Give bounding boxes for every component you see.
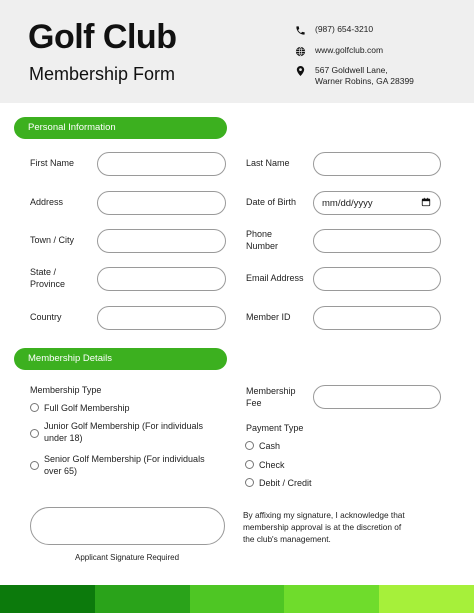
website-link[interactable]: www.golfclub.com bbox=[315, 45, 384, 55]
payment-check-label: Check bbox=[259, 460, 285, 470]
address-line-2: Warner Robins, GA 28399 bbox=[315, 76, 414, 86]
state-label-line-1: State / bbox=[30, 267, 57, 277]
state-label-line-2: Province bbox=[30, 279, 66, 289]
signature-caption: Applicant Signature Required bbox=[75, 553, 180, 562]
signature-notice bbox=[243, 509, 405, 545]
phone-icon bbox=[294, 24, 306, 36]
dob-placeholder: mm/dd/yyyy bbox=[322, 197, 373, 209]
form-title: Golf Club bbox=[28, 18, 177, 56]
senior-line-2: over 65) bbox=[44, 466, 78, 476]
payment-cash-label: Cash bbox=[259, 441, 281, 451]
phone-number-label bbox=[246, 228, 278, 252]
state-province-field[interactable] bbox=[97, 267, 226, 291]
notice-line-1: By affixing my signature, I acknowledge that bbox=[243, 510, 405, 520]
address-line-1: 567 Goldwell Lane, bbox=[315, 65, 388, 75]
header bbox=[0, 0, 474, 103]
fee-label-line-2: Fee bbox=[246, 398, 262, 408]
state-province-label bbox=[30, 266, 65, 290]
signature-field[interactable] bbox=[30, 507, 225, 545]
first-name-field[interactable] bbox=[97, 152, 226, 176]
payment-debit-credit-label: Debit / Credit bbox=[259, 478, 312, 488]
phone-text: (987) 654-3210 bbox=[315, 24, 374, 34]
option-full-golf-label: Full Golf Membership bbox=[44, 403, 130, 413]
notice-line-2: membership approval is at the discretion of bbox=[243, 522, 402, 532]
membership-fee-label bbox=[246, 385, 296, 409]
footer-color-bar bbox=[0, 585, 474, 613]
address-field[interactable] bbox=[97, 191, 226, 215]
footer-stripe-5 bbox=[379, 585, 474, 613]
radio-full-golf[interactable] bbox=[30, 403, 39, 412]
country-label: Country bbox=[30, 312, 62, 322]
footer-stripe-1 bbox=[0, 585, 95, 613]
phone-label-line-1: Phone bbox=[246, 229, 273, 239]
senior-line-1: Senior Golf Membership (For individuals bbox=[44, 454, 205, 464]
map-pin-icon bbox=[294, 65, 306, 77]
dob-field[interactable] bbox=[313, 191, 441, 215]
footer-stripe-4 bbox=[284, 585, 379, 613]
junior-line-2: under 18) bbox=[44, 433, 83, 443]
radio-cash[interactable] bbox=[245, 441, 254, 450]
form-subtitle: Membership Form bbox=[29, 64, 176, 84]
calendar-icon[interactable] bbox=[421, 197, 431, 210]
email-label: Email Address bbox=[246, 273, 304, 283]
phone-label-line-2: Number bbox=[246, 241, 279, 251]
last-name-field[interactable] bbox=[313, 152, 441, 176]
option-senior-golf-label bbox=[44, 453, 205, 477]
town-city-field[interactable] bbox=[97, 229, 226, 253]
radio-debit-credit[interactable] bbox=[245, 478, 254, 487]
globe-icon bbox=[294, 45, 306, 57]
dob-label: Date of Birth bbox=[246, 197, 297, 207]
country-field[interactable] bbox=[97, 306, 226, 330]
payment-type-label: Payment Type bbox=[246, 423, 304, 433]
town-city-label: Town / City bbox=[30, 235, 75, 245]
contact-phone bbox=[294, 24, 373, 36]
junior-line-1: Junior Golf Membership (For individuals bbox=[44, 421, 204, 431]
membership-fee-field[interactable] bbox=[313, 385, 441, 409]
address-text bbox=[315, 65, 414, 87]
footer-stripe-2 bbox=[95, 585, 190, 613]
notice-line-3: the club's management. bbox=[243, 534, 331, 544]
option-junior-golf-label bbox=[44, 420, 203, 444]
section-personal-information: Personal Information bbox=[14, 117, 227, 139]
first-name-label: First Name bbox=[30, 158, 75, 168]
phone-number-field[interactable] bbox=[313, 229, 441, 253]
last-name-label: Last Name bbox=[246, 158, 290, 168]
member-id-label: Member ID bbox=[246, 312, 291, 322]
radio-check[interactable] bbox=[245, 460, 254, 469]
footer-stripe-3 bbox=[190, 585, 285, 613]
contact-website bbox=[294, 45, 383, 57]
contact-address bbox=[294, 65, 414, 87]
fee-label-line-1: Membership bbox=[246, 386, 296, 396]
email-field[interactable] bbox=[313, 267, 441, 291]
section-membership-details: Membership Details bbox=[14, 348, 227, 370]
membership-type-label: Membership Type bbox=[30, 385, 102, 395]
address-label: Address bbox=[30, 197, 64, 207]
radio-junior-golf[interactable] bbox=[30, 429, 39, 438]
member-id-field[interactable] bbox=[313, 306, 441, 330]
radio-senior-golf[interactable] bbox=[30, 461, 39, 470]
